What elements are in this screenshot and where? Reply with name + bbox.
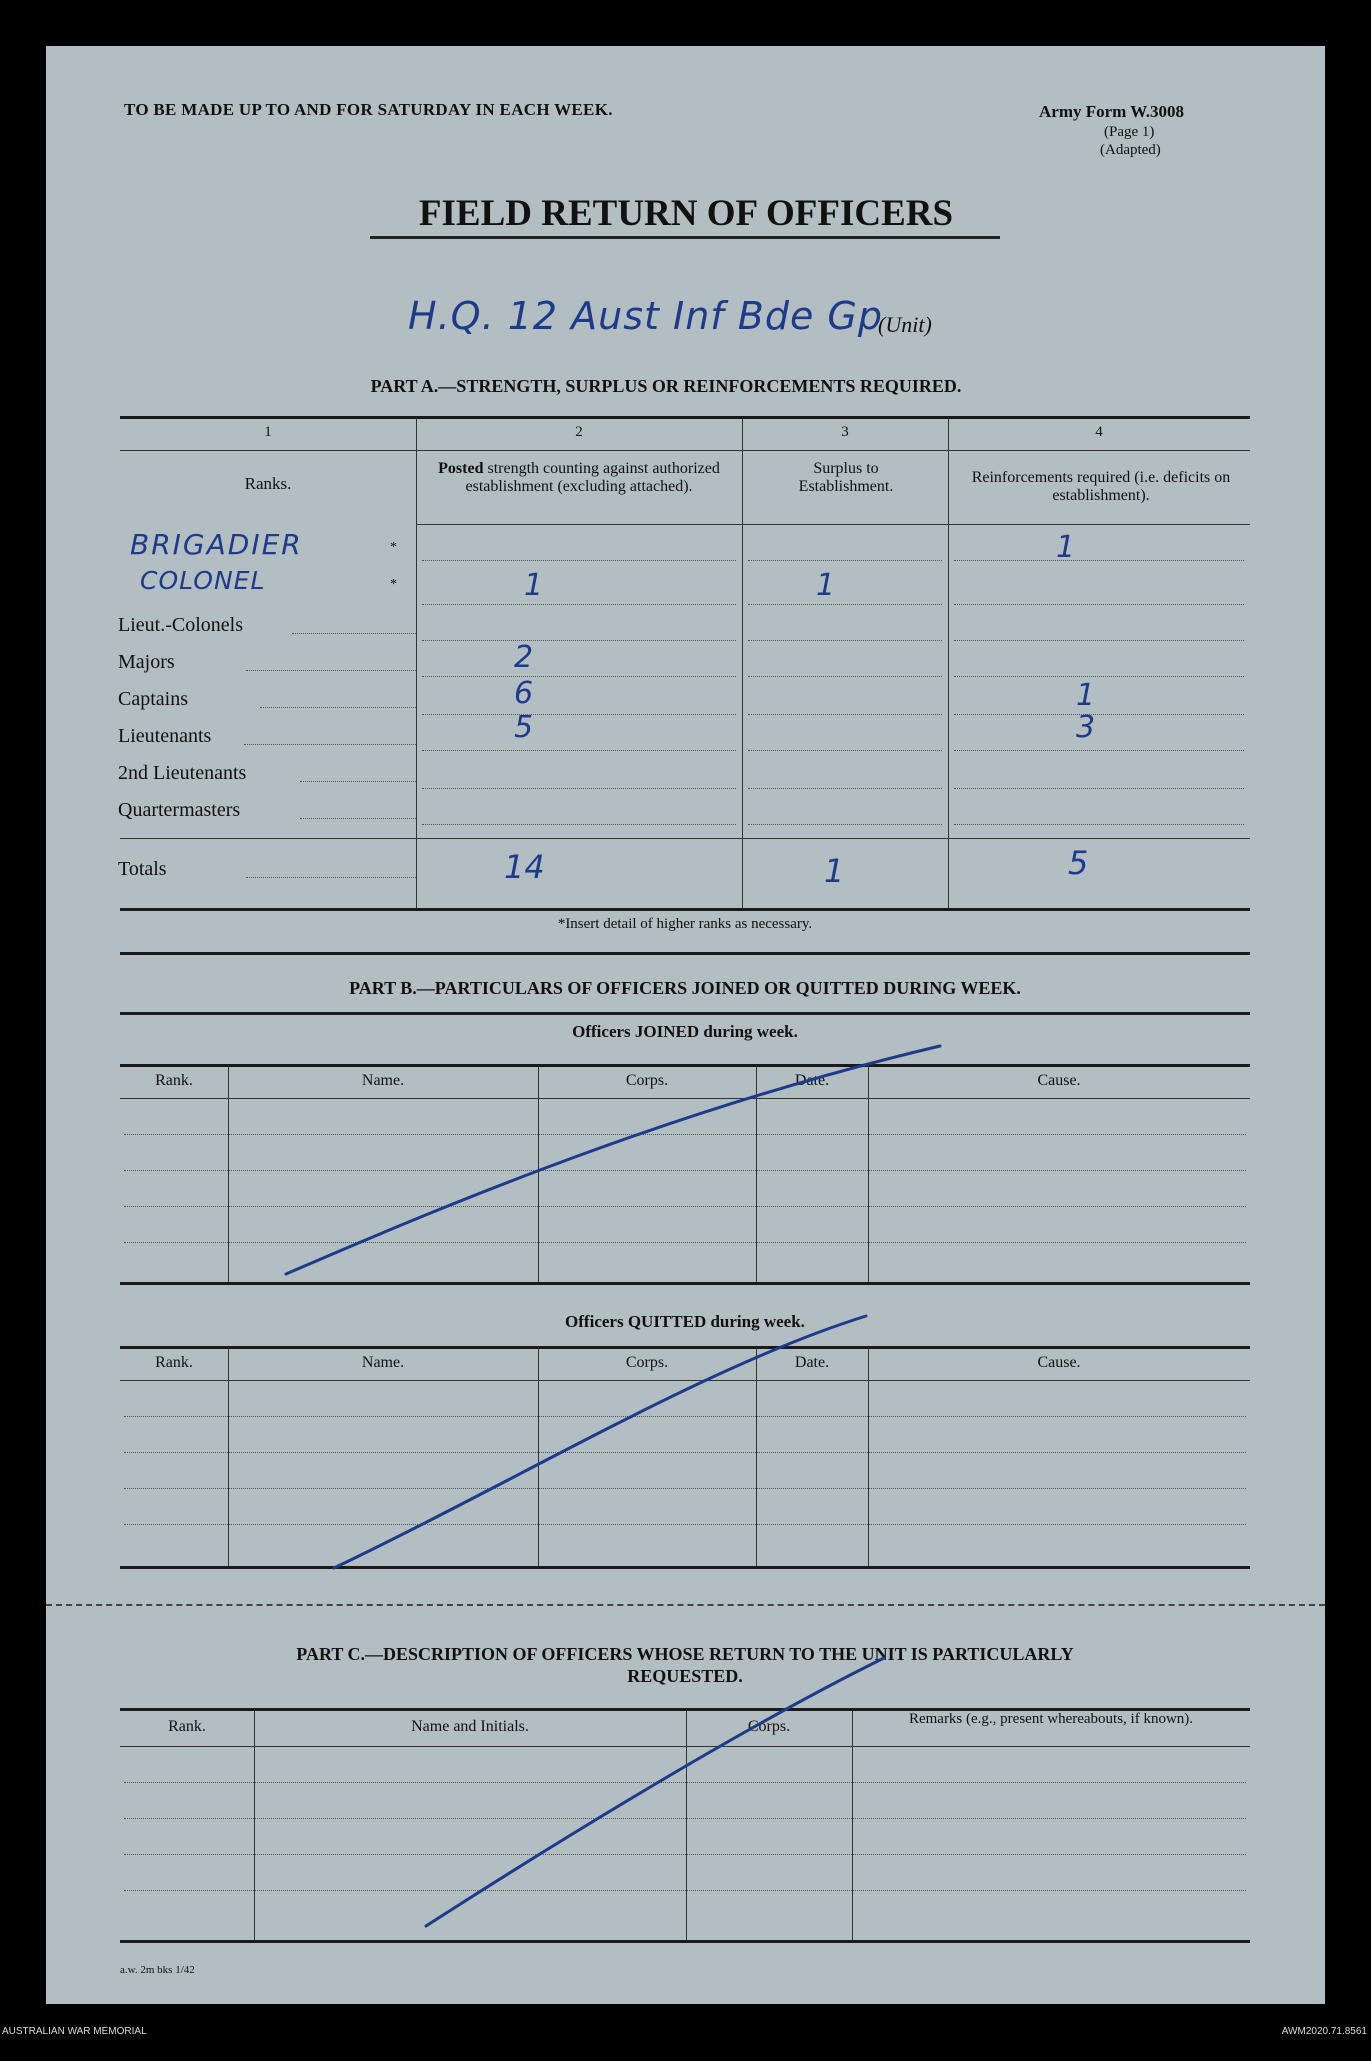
joined-col-corps: Corps. bbox=[625, 1072, 669, 1089]
joined-col-name: Name. bbox=[361, 1072, 405, 1089]
quitted-col-cause: Cause. bbox=[1037, 1354, 1081, 1371]
part-c-col-corps: Corps. bbox=[747, 1718, 791, 1735]
footnote: *Insert detail of higher ranks as necessary. bbox=[557, 916, 813, 932]
rank-label: Captains bbox=[118, 688, 188, 710]
col-number: 1 bbox=[264, 424, 272, 440]
rank-label: 2nd Lieutenants bbox=[118, 762, 247, 784]
totals-surplus: 1 bbox=[824, 852, 845, 890]
part-c-col-rank: Rank. bbox=[168, 1718, 206, 1735]
rank-star: * bbox=[390, 577, 397, 592]
part-c-title: PART C.—DESCRIPTION OF OFFICERS WHOSE RETURN TO THE UNIT IS PARTICULARLY bbox=[296, 1644, 1074, 1664]
quitted-col-name: Name. bbox=[361, 1354, 405, 1371]
part-c-col-remarks: Remarks (e.g., present whereabouts, if known). bbox=[908, 1711, 1194, 1727]
part-c-cancel-stroke bbox=[426, 1658, 884, 1926]
col-number: 2 bbox=[575, 424, 583, 440]
print-code: a.w. 2m bks 1/42 bbox=[120, 1964, 195, 1976]
form-adapted: (Adapted) bbox=[1100, 142, 1161, 158]
footer-right: AWM2020.71.8561 bbox=[1281, 2026, 1367, 2037]
col-number: 3 bbox=[841, 424, 849, 440]
form-page bbox=[46, 46, 1325, 2004]
totals-posted: 14 bbox=[504, 848, 545, 886]
posted-value: 6 bbox=[514, 676, 534, 711]
joined-col-date: Date. bbox=[794, 1072, 830, 1089]
rank-label: Quartermasters bbox=[118, 799, 241, 821]
posted-value: 2 bbox=[514, 640, 534, 675]
surplus-value: 1 bbox=[816, 568, 836, 603]
form-instruction: TO BE MADE UP TO AND FOR SATURDAY IN EACH WEEK. bbox=[124, 100, 613, 119]
rank-label: BRIGADIER bbox=[130, 528, 303, 561]
reinf-value: 3 bbox=[1076, 710, 1096, 745]
quitted-col-corps: Corps. bbox=[625, 1354, 669, 1371]
col-header-posted-rest: strength counting against authorized establishment (excluding attached). bbox=[465, 460, 720, 495]
part-a-title: PART A.—STRENGTH, SURPLUS OR REINFORCEMENTS REQUIRED. bbox=[370, 376, 962, 396]
col-header-surplus: Surplus to Establishment. bbox=[798, 460, 894, 495]
form-number: Army Form W.3008 bbox=[1039, 102, 1184, 121]
cancellation-strokes bbox=[46, 46, 1325, 2004]
part-b-title: PART B.—PARTICULARS OF OFFICERS JOINED OR QUITTED DURING WEEK. bbox=[349, 978, 1021, 998]
form-title: FIELD RETURN OF OFFICERS bbox=[418, 193, 954, 234]
rank-label: Majors bbox=[118, 651, 175, 673]
joined-col-rank: Rank. bbox=[155, 1072, 193, 1089]
col-number: 4 bbox=[1095, 424, 1103, 440]
part-c-title-line2: REQUESTED. bbox=[627, 1666, 743, 1686]
quitted-col-rank: Rank. bbox=[155, 1354, 193, 1371]
rank-label: COLONEL bbox=[140, 566, 266, 595]
joined-col-cause: Cause. bbox=[1037, 1072, 1081, 1089]
totals-label: Totals bbox=[118, 858, 167, 880]
rank-star: * bbox=[390, 540, 397, 555]
rank-label: Lieutenants bbox=[118, 725, 212, 747]
reinf-value: 1 bbox=[1056, 530, 1076, 565]
col-header-posted-bold: Posted bbox=[438, 460, 484, 477]
unit-label: (Unit) bbox=[878, 312, 932, 337]
unit-value: H.Q. 12 Aust Inf Bde Gp bbox=[408, 294, 883, 338]
totals-reinf: 5 bbox=[1068, 844, 1089, 882]
col-header-reinforcements: Reinforcements required (i.e. deficits on establishment). bbox=[971, 469, 1231, 504]
quitted-title: Officers QUITTED during week. bbox=[565, 1312, 805, 1331]
col-header-ranks: Ranks. bbox=[244, 474, 292, 493]
part-c-col-name: Name and Initials. bbox=[411, 1718, 529, 1735]
posted-value: 1 bbox=[524, 568, 544, 603]
reinf-value: 1 bbox=[1076, 678, 1096, 713]
form-page-no: (Page 1) bbox=[1104, 124, 1155, 140]
joined-title: Officers JOINED during week. bbox=[572, 1022, 798, 1041]
quitted-cancel-stroke bbox=[334, 1316, 866, 1568]
rank-label: Lieut.-Colonels bbox=[118, 614, 243, 636]
posted-value: 5 bbox=[514, 710, 534, 745]
footer-left: AUSTRALIAN WAR MEMORIAL bbox=[2, 2026, 147, 2037]
joined-cancel-stroke bbox=[286, 1046, 940, 1274]
quitted-col-date: Date. bbox=[794, 1354, 830, 1371]
